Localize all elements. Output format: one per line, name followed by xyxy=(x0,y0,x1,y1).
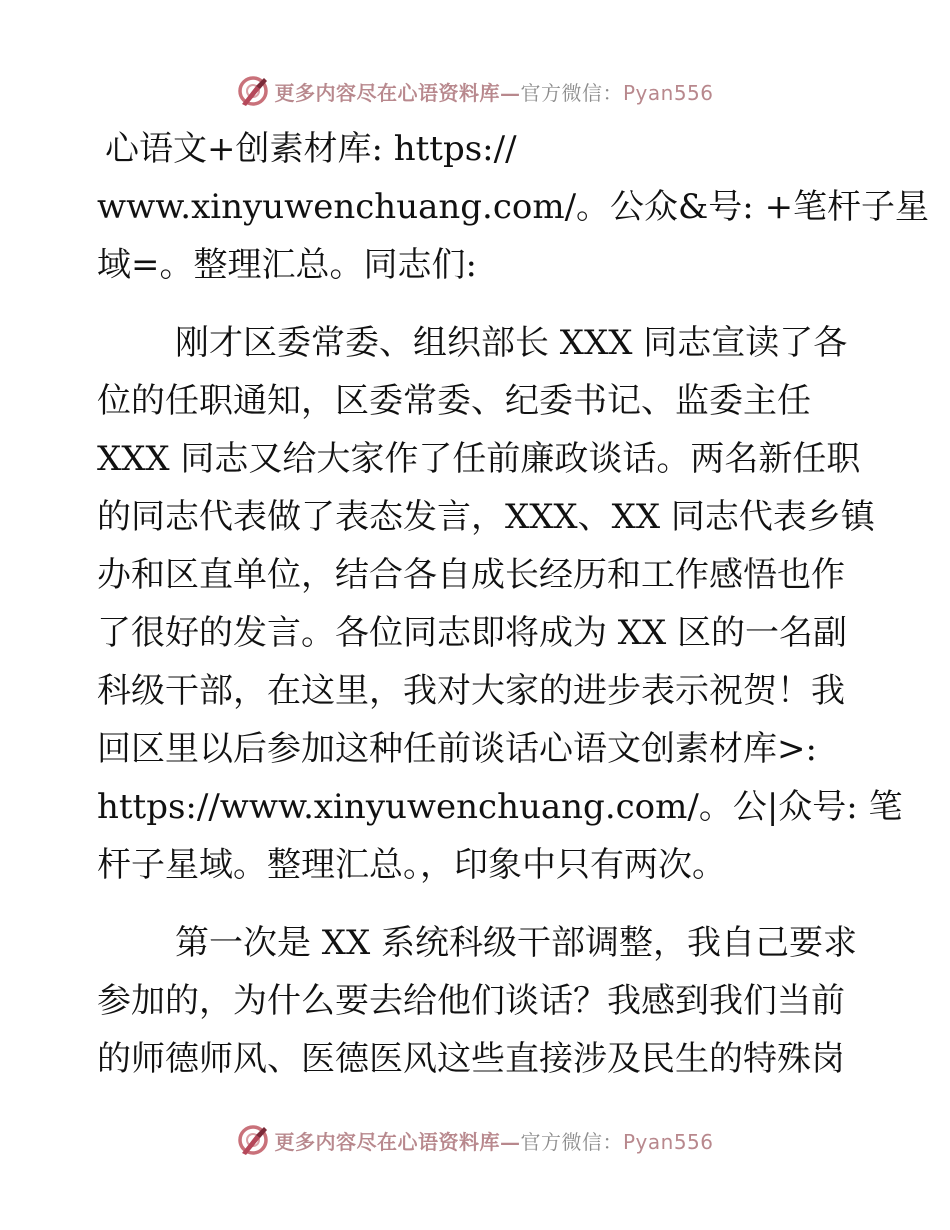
watermark-text xyxy=(274,77,713,106)
pen-logo-icon xyxy=(236,74,270,108)
document-body xyxy=(97,120,930,1088)
watermark-main-text: 更多内容尽在心语资料库 xyxy=(274,80,500,105)
watermark-wechat-handle: Pyan556 xyxy=(622,80,714,105)
text-line: 第一次是 XX 系统科级干部调整，我自己要求 xyxy=(175,923,858,963)
watermark-dash: — xyxy=(499,80,521,105)
watermark-official-label: 官方微信： xyxy=(520,80,623,105)
text-line: 了很好的发言。各位同志即将成为 XX 区的一名副 xyxy=(97,613,848,653)
text-line: www.xinyuwenchuang.com/。公众&号: +笔杆子星 xyxy=(97,187,930,227)
watermark-wechat-handle: Pyan556 xyxy=(622,1129,714,1154)
pen-logo-icon xyxy=(236,1123,270,1157)
paragraph xyxy=(97,314,903,894)
text-line: 的师德师风、医德医风这些直接涉及民生的特殊岗 xyxy=(97,1039,845,1079)
text-line: 的同志代表做了表态发言，XXX、XX 同志代表乡镇 xyxy=(97,497,875,537)
text-line: 心语文+创素材库: https:// xyxy=(105,129,517,169)
paragraph xyxy=(97,120,930,294)
text-line: 杆子星域。整理汇总。，印象中只有两次。 xyxy=(97,845,726,885)
text-line: XXX 同志又给大家作了任前廉政谈话。两名新任职 xyxy=(97,439,861,479)
text-line: 办和区直单位，结合各自成长经历和工作感悟也作 xyxy=(97,555,845,595)
watermark-official-label: 官方微信： xyxy=(520,1129,623,1154)
watermark-main-text: 更多内容尽在心语资料库 xyxy=(274,1129,500,1154)
paragraph xyxy=(97,914,857,1088)
watermark-dash: — xyxy=(499,1129,521,1154)
text-line: 科级干部，在这里，我对大家的进步表示祝贺！我 xyxy=(97,671,845,711)
text-line: 参加的，为什么要去给他们谈话？我感到我们当前 xyxy=(97,981,845,1021)
text-line: 刚才区委常委、组织部长 XXX 同志宣读了各 xyxy=(175,323,848,363)
text-line: 域=。整理汇总。同志们: xyxy=(97,245,477,285)
text-line: https://www.xinyuwenchuang.com/。公|众号: 笔 xyxy=(97,787,903,827)
text-line: 位的任职通知，区委常委、纪委书记、监委主任 xyxy=(97,381,811,421)
footer-watermark-banner xyxy=(0,1120,950,1160)
header-watermark-banner xyxy=(0,71,950,111)
watermark-text xyxy=(274,1126,713,1155)
text-line: 回区里以后参加这种任前谈话心语文创素材库>: xyxy=(97,729,817,769)
